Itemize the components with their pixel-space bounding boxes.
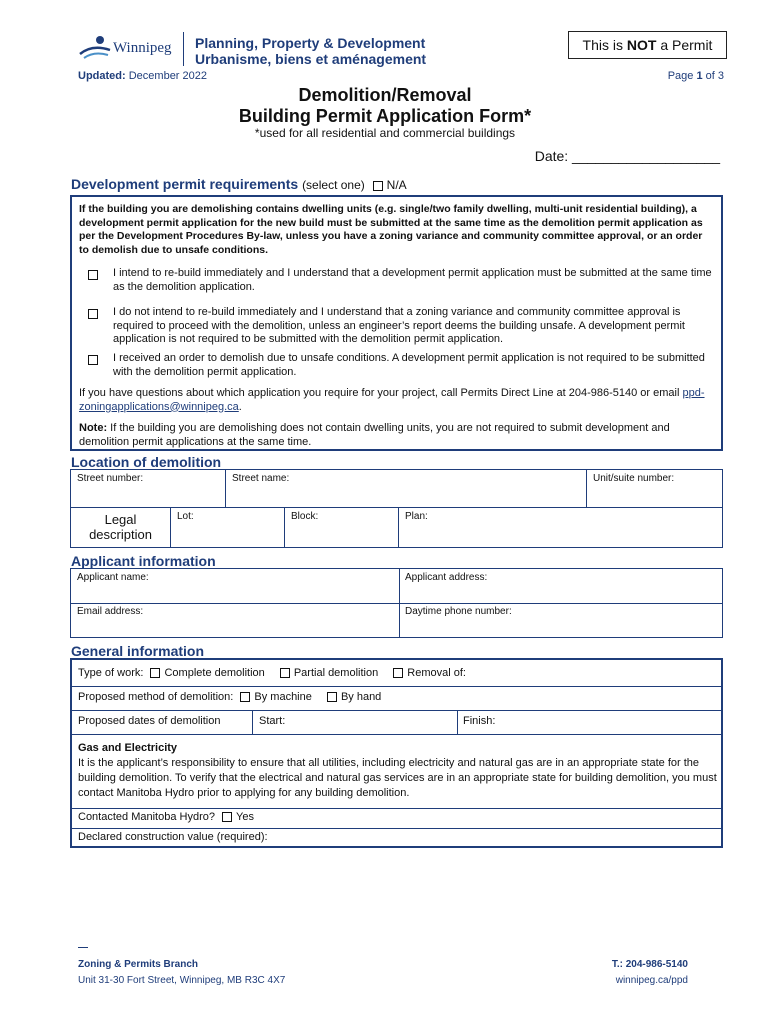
page-current: 1 [696,70,703,82]
method-label: Proposed method of demolition: [78,691,234,703]
applicant-section-title: Applicant information [71,553,216,569]
questions-body: If you have questions about which application you require for your project, call Permits Direct Line at 204-986-5140 or email [79,387,680,399]
notice-text-end: a Permit [656,37,713,53]
winnipeg-logo-icon [78,34,112,60]
block-field[interactable] [284,507,399,548]
general-section-title: General information [71,643,205,659]
form-subtitle: *used for all residential and commercial buildings [254,126,516,140]
not-a-permit-notice [568,31,727,59]
dev-permit-intro: If the building you are demolishing contains dwelling units (e.g. single/two family dwelling, multi-unit residential building), a development permit application for the new build must be submitted at the same time as the demolition permit application as per the Development Procedures By-law, unless you have a zoning variance and community committee approval, or an order to demolish due to unsafe conditions. [79,203,703,256]
footer-address: Unit 31-30 Fort Street, Winnipeg, MB R3C 4X7 [78,975,286,986]
dates-divider-2 [457,710,458,734]
form-title-line1: Demolition/Removal [298,85,472,105]
lot-field[interactable] [170,507,285,548]
by-hand-checkbox[interactable] [327,692,337,702]
na-checkbox[interactable] [373,181,383,191]
gas-electricity-row [72,734,721,809]
applicant-table [70,568,723,638]
value-row [72,828,721,848]
page-total: of 3 [702,70,724,82]
updated-label: Updated: [78,70,126,82]
demolition-method [78,691,381,703]
footer-website[interactable]: winnipeg.ca/ppd [615,975,688,986]
option-rebuild-checkbox[interactable] [88,270,98,280]
start-date-field[interactable]: Start: [259,715,286,727]
option-unsafe-order-checkbox[interactable] [88,355,98,365]
type-of-work-row [72,660,721,687]
removal-of-label: Removal of: [407,667,466,679]
location-table [70,469,723,549]
type-of-work [78,667,466,679]
finish-date-field[interactable]: Finish: [463,715,496,727]
questions-end: . [238,400,242,413]
note-body: If the building you are demolishing does not contain dwelling units, you are not required to submit development and demolition permit applications at the same time. [79,422,670,448]
type-of-work-label: Type of work: [78,667,144,679]
plan-field[interactable] [398,507,723,548]
dev-permit-box [70,195,723,451]
method-row [72,686,721,711]
option-no-rebuild-checkbox[interactable] [88,309,98,319]
footer-phone: T.: 204-986-5140 [611,959,688,970]
phone-label: Daytime phone number: [405,606,512,617]
date-field[interactable]: Date: ___________________ [534,148,720,164]
by-machine-checkbox[interactable] [240,692,250,702]
header-divider [183,32,184,66]
street-name-label: Street name: [232,473,290,484]
block-label: Block: [291,511,319,522]
footer-branch: Zoning & Permits Branch [78,959,199,970]
updated-date [78,70,207,82]
logo-wordmark: Winnipeg [113,40,172,56]
notice-bold: NOT [626,37,657,53]
page-number [668,70,724,82]
updated-value: December 2022 [128,70,208,82]
email-field[interactable] [71,603,400,637]
street-number-label: Street number: [77,473,144,484]
complete-demolition-label: Complete demolition [164,667,265,679]
na-label: N/A [386,178,407,192]
applicant-address-field[interactable] [399,569,722,604]
option-rebuild[interactable] [88,267,713,294]
unit-number-label: Unit/suite number: [593,473,675,484]
partial-demolition-label: Partial demolition [293,667,379,679]
option-no-rebuild-label: I do not intend to re-build immediately and I understand that a zoning variance and community committee approval is required to proceed with the demolition, unless an engineer’s report deems the building unsafe. A development permit application is not required to be submitted with the demolition permit application. [113,306,685,345]
applicant-name-field[interactable] [71,569,400,604]
complete-demolition-checkbox[interactable] [150,668,160,678]
department-name-en: Planning, Property & Development [195,35,426,51]
dev-permit-section-title [71,176,407,192]
footer-divider [78,947,88,948]
hydro-row [72,808,721,829]
page-label: Page [667,70,697,82]
select-one-hint: (select one) [302,178,365,192]
hydro-yes-checkbox[interactable] [222,812,232,822]
email-label: Email address: [77,606,144,617]
questions-text [79,387,709,414]
gas-electricity-text: It is the applicant’s responsibility to ensure that all utilities, including electricity and natural gas are in an appropriate state for the building demolition. To verify that the electrical and natural gas services are in an appropriate state for building demolition, you must contact Manitoba Hydro prior to applying for any building demolition. [78,757,717,799]
dates-row [72,710,721,735]
by-hand-label: By hand [340,691,382,703]
applicant-name-label: Applicant name: [77,572,149,583]
option-unsafe-order-label: I received an order to demolish due to unsafe conditions. A development permit application is not required to be submitted with the demolition permit application. [113,352,705,378]
hydro-label: Contacted Manitoba Hydro? [78,811,215,823]
dates-label: Proposed dates of demolition [78,715,221,727]
dates-divider [252,710,253,734]
note-label: Note: [79,422,108,434]
legal-description-label: Legal description [70,507,171,548]
by-machine-label: By machine [254,691,312,703]
phone-field[interactable] [399,603,722,637]
removal-of-checkbox[interactable] [393,668,403,678]
hydro-question [78,811,254,823]
zoning-email-link[interactable]: ppd-zoningapplications@winnipeg.ca [79,387,705,413]
gas-electricity-title: Gas and Electricity [78,742,178,754]
location-section-title: Location of demolition [71,454,222,470]
dev-permit-title: Development permit requirements [71,176,299,192]
na-option[interactable] [369,178,407,192]
notice-text: This is [582,37,627,53]
department-name-fr: Urbanisme, biens et aménagement [195,51,427,67]
street-name-field[interactable] [225,469,587,508]
construction-value-field[interactable]: Declared construction value (required): [78,831,268,843]
form-title-line2: Building Permit Application Form* [238,106,532,126]
note-text [79,422,709,449]
option-no-rebuild[interactable] [88,306,713,347]
lot-label: Lot: [177,511,194,522]
hydro-yes-label: Yes [236,811,254,823]
applicant-address-label: Applicant address: [405,572,488,583]
option-rebuild-label: I intend to re-build immediately and I understand that a development permit application must be submitted at the same time as the demolition application. [113,267,712,293]
plan-label: Plan: [405,511,428,522]
general-box [70,658,723,848]
street-number-field[interactable] [70,469,226,508]
option-unsafe-order[interactable] [88,352,713,379]
unit-number-field[interactable] [586,469,723,508]
partial-demolition-checkbox[interactable] [280,668,290,678]
